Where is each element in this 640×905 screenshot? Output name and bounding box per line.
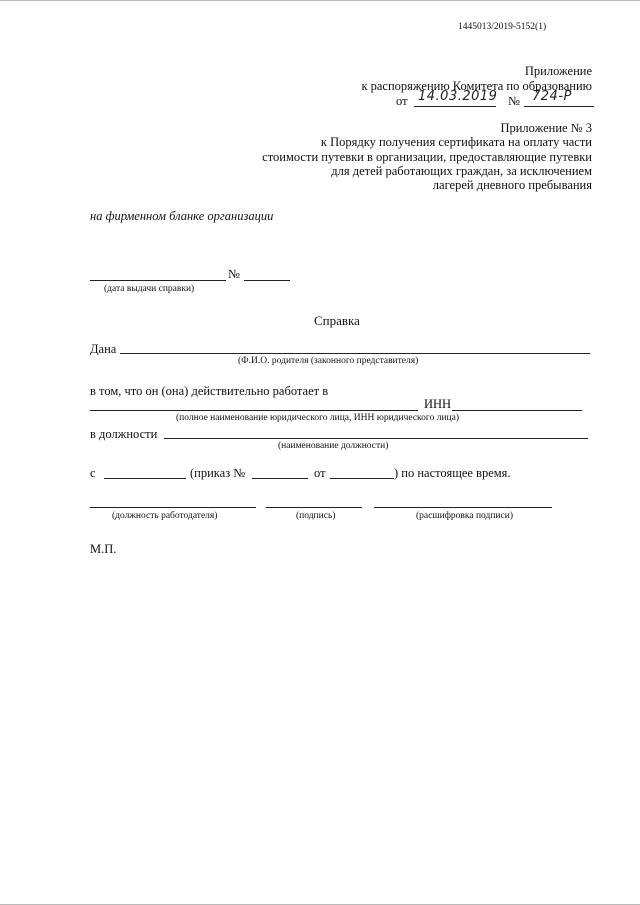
inn-field[interactable]	[452, 410, 582, 411]
appendix-to: к распоряжению Комитета по образованию	[361, 79, 592, 93]
number-prefix: №	[508, 94, 520, 108]
order-date-field[interactable]	[330, 478, 394, 479]
inn-label: ИНН	[424, 397, 452, 411]
issue-date-field[interactable]	[90, 280, 226, 281]
employer-position-caption: (должность работодателя)	[112, 511, 218, 521]
issue-date-caption: (дата выдачи справки)	[104, 284, 195, 294]
employer-position-field[interactable]	[90, 507, 256, 508]
issue-number-sign: №	[228, 267, 240, 281]
appendix-title: Приложение	[524, 64, 592, 78]
order-from-label: от	[314, 466, 326, 480]
handwritten-number: 724-Р	[532, 89, 572, 104]
signature-field[interactable]	[266, 507, 362, 508]
appendix3-line-2: стоимости путевки в организации, предоставляющие путевки	[262, 150, 592, 164]
position-field[interactable]	[164, 438, 588, 439]
order-label: (приказ №	[190, 466, 246, 480]
parent-name-field[interactable]	[120, 353, 590, 354]
organization-name-field[interactable]	[90, 410, 418, 411]
until-now-text: ) по настоящее время.	[394, 466, 511, 480]
position-label: в должности	[90, 427, 158, 441]
letterhead-note: на фирменном бланке организации	[90, 209, 274, 223]
organization-caption: (полное наименование юридического лица, ИНН юридического лица)	[176, 413, 459, 423]
parent-name-caption: (Ф.И.О. родителя (законного представителя)	[238, 356, 419, 366]
date-underline	[414, 106, 496, 107]
position-caption: (наименование должности)	[278, 441, 389, 451]
document-code: 1445013/2019-5152(1)	[458, 22, 547, 32]
number-underline	[524, 106, 594, 107]
signature-caption: (подпись)	[296, 511, 336, 521]
since-label: с	[90, 466, 96, 480]
signature-decoding-field[interactable]	[374, 507, 552, 508]
scan-edge-top	[0, 0, 640, 1]
appendix3-line-1: к Порядку получения сертификата на оплату части	[320, 135, 592, 149]
stamp-place: М.П.	[90, 542, 117, 556]
since-date-field[interactable]	[104, 478, 186, 479]
appendix3-title: Приложение № 3	[500, 121, 592, 135]
given-label: Дана	[90, 342, 117, 356]
certificate-title: Справка	[314, 313, 360, 328]
handwritten-date: 14.03.2019	[418, 89, 498, 104]
works-at-text: в том, что он (она) действительно работает в	[90, 384, 329, 398]
appendix3-line-3: для детей работающих граждан, за исключением	[331, 164, 592, 178]
signature-decoding-caption: (расшифровка подписи)	[416, 511, 513, 521]
order-number-field[interactable]	[252, 478, 308, 479]
appendix3-line-4: лагерей дневного пребывания	[432, 178, 592, 192]
issue-number-field[interactable]	[244, 280, 290, 281]
date-prefix: от	[396, 94, 408, 108]
